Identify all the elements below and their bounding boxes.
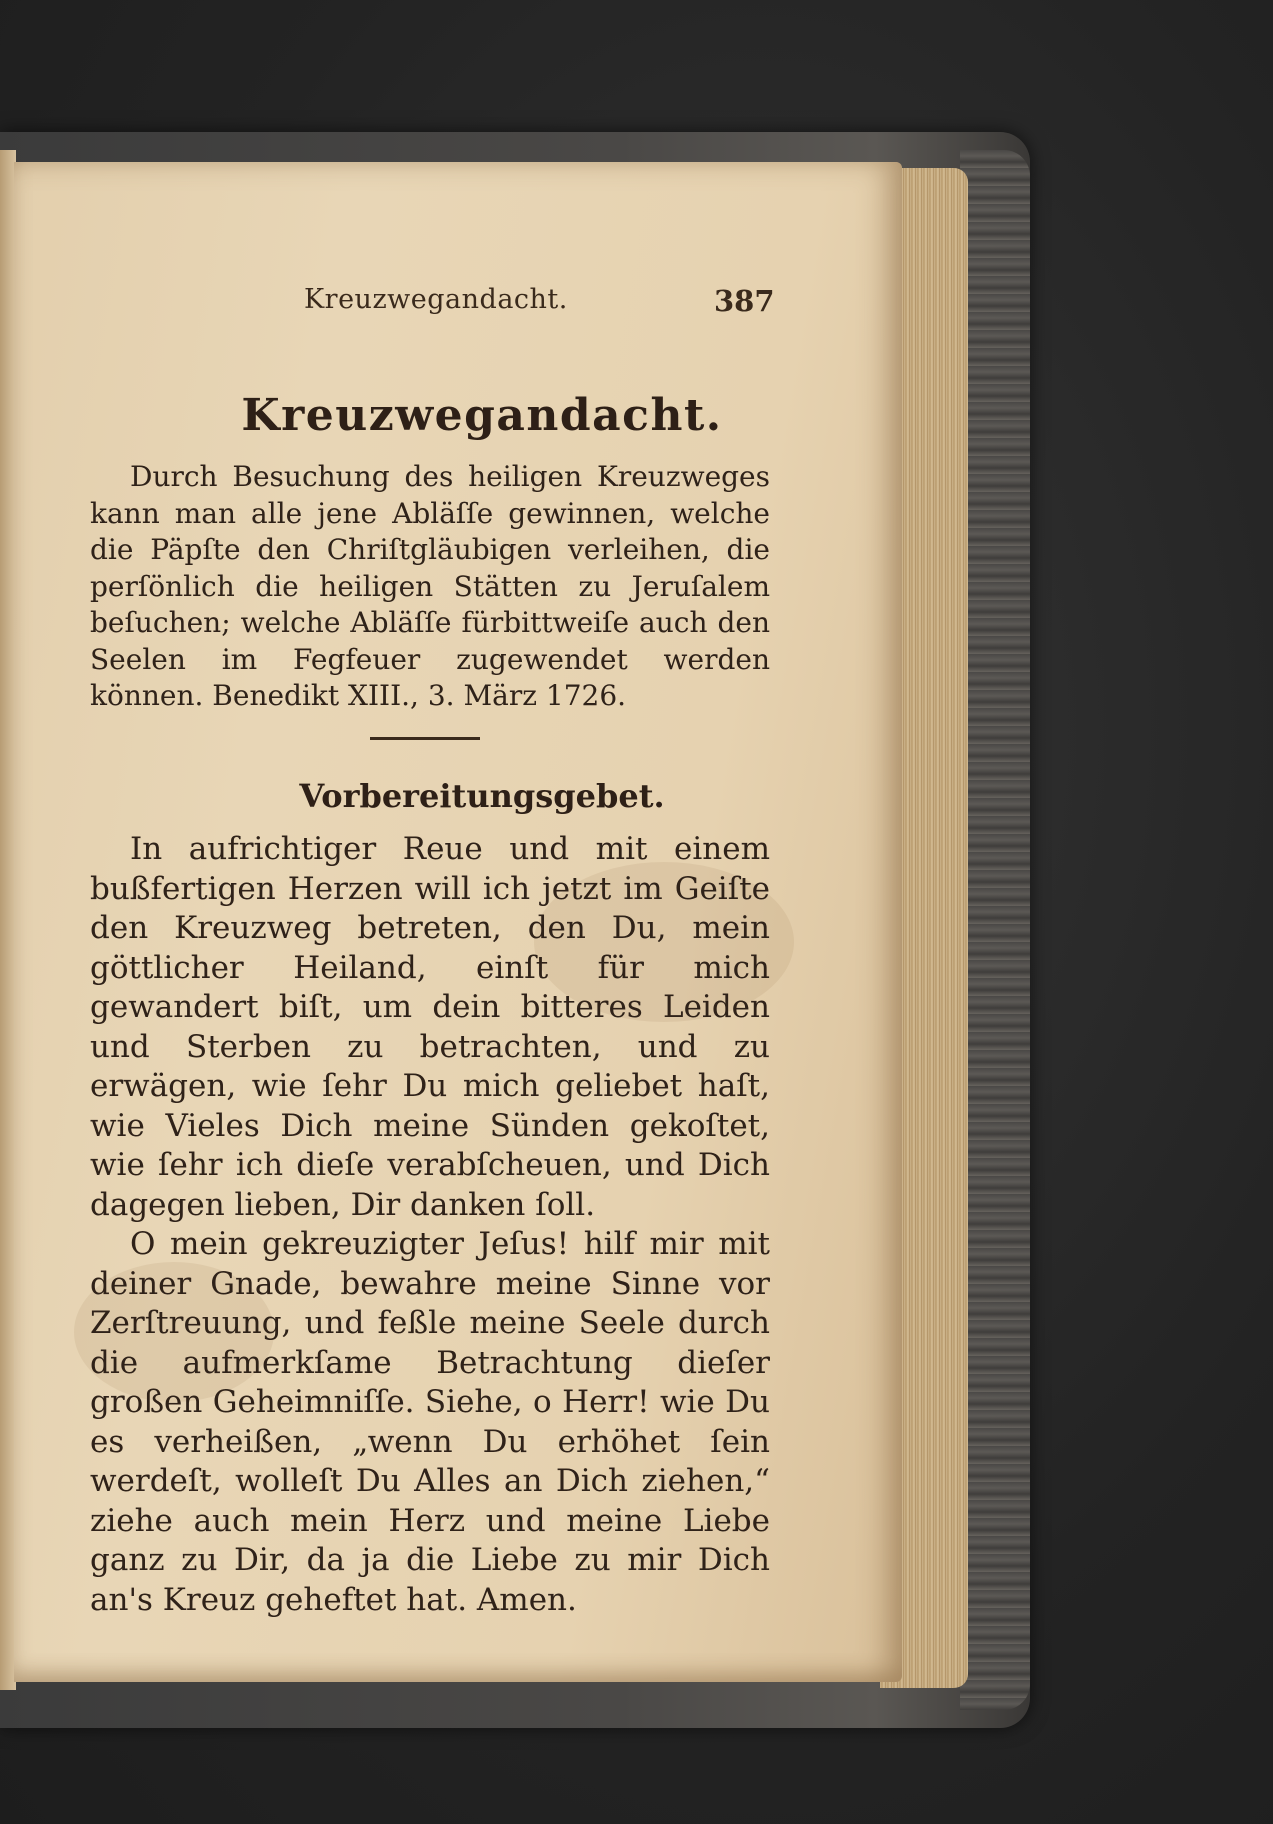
book-spine-edge: [960, 150, 1030, 1710]
intro-paragraph: [90, 459, 770, 715]
page-number: 387: [714, 284, 775, 318]
prayer-paragraph-2: O mein gekreuzigter Jeſus! hilf mir mit deiner Gnade, bewahre meine Sinne vor Zerſtreuung, und feßle meine Seele durch die aufmerkſame Betrachtung dieſer großen Geheimniſſe. Siehe, o Herr! wie Du es verheißen, „wenn Du erhöhet ſein werdeſt, wolleſt Du Alles an Dich ziehen,“ ziehe auch mein Herz und meine Liebe ganz zu Dir, da ja die Liebe zu mir Dich an's Kreuz geheftet hat. Amen.: [90, 1226, 770, 1618]
running-head-title: Kreuzwegandacht.: [304, 284, 568, 315]
divider-rule: [370, 737, 480, 740]
running-head: [14, 284, 902, 324]
prayer-text: [90, 830, 770, 1620]
book-page: [14, 162, 902, 1682]
section-title: Kreuzwegandacht.: [241, 390, 723, 441]
prayer-paragraph-1: In aufrichtiger Reue und mit einem bußfertigen Herzen will ich jetzt im Geiſte den Kreuzweg betreten, den Du, mein göttlicher Heiland, einſt für mich gewandert biſt, um dein bitteres Leiden und Sterben zu betrachten, und zu erwägen, wie ſehr Du mich geliebet haſt, wie Vieles Dich meine Sünden gekoſtet, wie ſehr ich dieſe verabſcheuen, und Dich dagegen lieben, Dir danken ſoll.: [90, 831, 770, 1223]
intro-text: Durch Besuchung des heiligen Kreuzweges kann man alle jene Abläſſe gewinnen, welche die Päpſte den Chriſtgläubigen verleihen, die perſönlich die heiligen Stätten zu Jeruſalem beſuchen; welche Abläſſe fürbittweiſe auch den Seelen im Fegfeuer zugewendet werden können. Benedikt XIII., 3. März 1726.: [90, 460, 770, 712]
prayer-title: Vorbereitungsgebet.: [299, 777, 665, 815]
